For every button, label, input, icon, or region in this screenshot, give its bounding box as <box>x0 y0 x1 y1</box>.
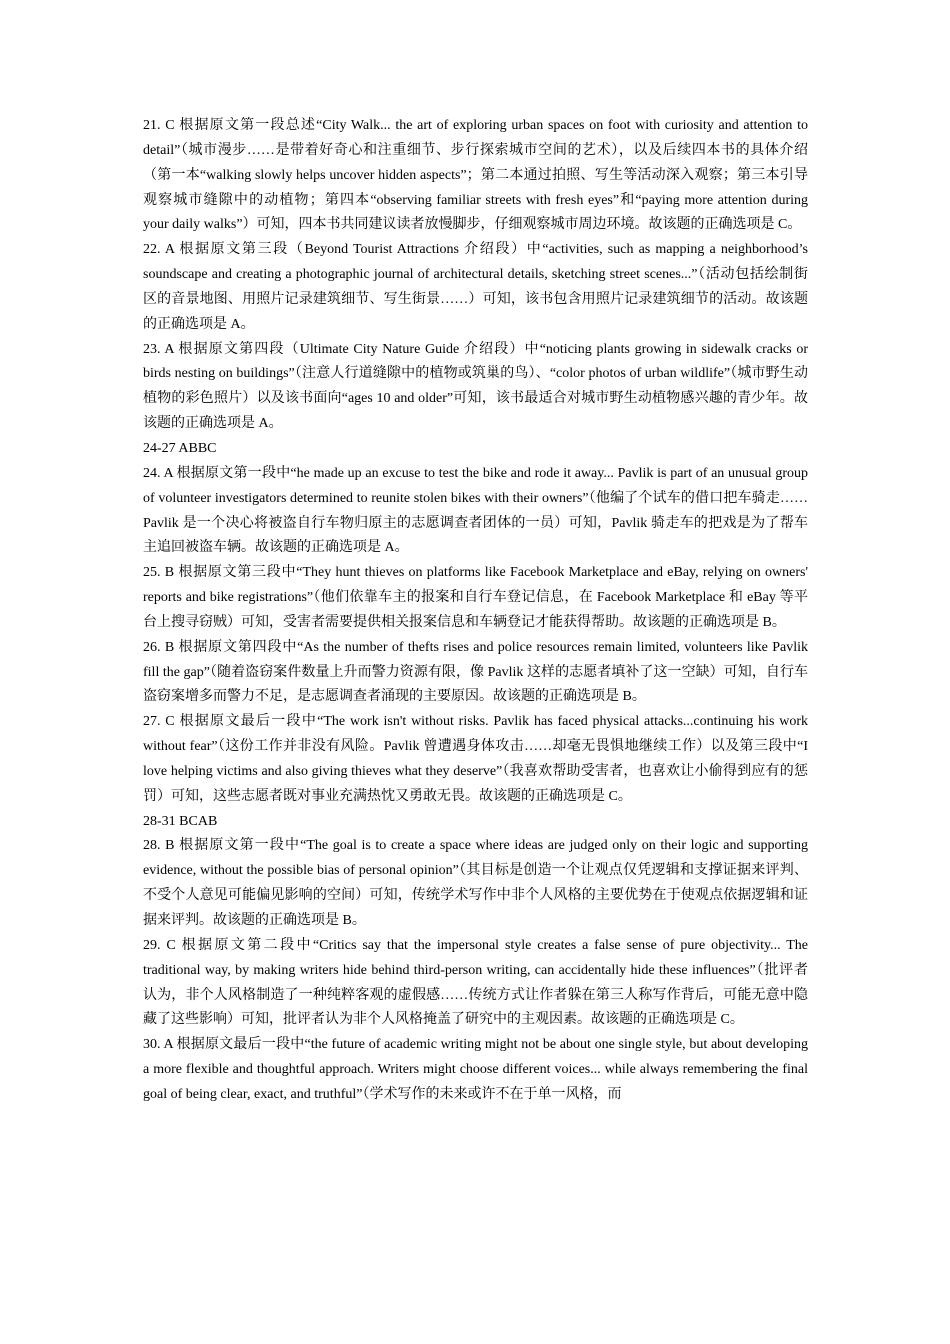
paragraph-q28: 28. B 根据原文第一段中“The goal is to create a space where ideas are judged only on their logic and supporting evidence, without the possible bias of personal opinion”（其目标是创造一个让观点仅凭逻辑和支撑证据来评判、不受个人意见可能偏见影响的空间）可知，传统学术写作中非个人风格的主要优势在于使观点依据逻辑和证据来评判。故该题的正确选项是 B。 <box>143 838 808 928</box>
paragraph-q30: 30. A 根据原文最后一段中“the future of academic writing might not be about one single style, but about developing a more flexible and thoughtful approach. Writers might choose different voices... while always remembering the final goal of being clear, exact, and truthful”（学术写作的未来或许不在于单一风格，而 <box>143 1037 808 1102</box>
paragraph-q21: 21. C 根据原文第一段总述“City Walk... the art of exploring urban spaces on foot with curiosity and attention to detail”（城市漫步……是带着好奇心和注重细节、步行探索城市空间的艺术），以及后续四本书的具体介绍（第一本“walking slowly helps uncover hidden aspects”；第二本通过拍照、写生等活动深入观察；第三本引导观察城市缝隙中的动植物；第四本“observing familiar streets with fresh eyes”和“paying more attention during your daily walks”）可知，四本书共同建议读者放慢脚步，仔细观察城市周边环境。故该题的正确选项是 C。 <box>143 118 808 233</box>
paragraph-q22: 22. A 根据原文第三段（Beyond Tourist Attractions 介绍段）中“activities, such as mapping a neighborhood’s soundscape and creating a photographic journal of architectural details, sketching street scenes...”（活动包括绘制街区的音景地图、用照片记录建筑细节、写生街景……）可知，该书包含用照片记录建筑细节的活动。故该题的正确选项是 A。 <box>143 242 808 332</box>
answer-key-28-31: 28-31 BCAB <box>143 813 218 829</box>
paragraph-q24: 24. A 根据原文第一段中“he made up an excuse to test the bike and rode it away... Pavlik is part of an unusual group of volunteer investigators determined to reunite stolen bikes with their owners”（他编了个试车的借口把车骑走……Pavlik 是一个决心将被盗自行车物归原主的志愿调查者团体的一员）可知，Pavlik 骑走车的把戏是为了帮车主追回被盗车辆。故该题的正确选项是 A。 <box>143 465 808 556</box>
paragraph-q29: 29. C 根据原文第二段中“Critics say that the impersonal style creates a false sense of pure objectivity... The traditional way, by making writers hide behind third-person writing, can accidentally hide these influences”（批评者认为，非个人风格制造了一种纯粹客观的虚假感……传统方式让作者躲在第三人称写作背后，可能无意中隐藏了这些影响）可知，批评者认为非个人风格掩盖了研究中的主观因素。故该题的正确选项是 C。 <box>143 937 808 1028</box>
answer-explanations <box>143 114 808 1108</box>
paragraph-q26: 26. B 根据原文第四段中“As the number of thefts rises and police resources remain limited, volunteers like Pavlik fill the gap”（随着盗窃案件数量上升而警力资源有限，像 Pavlik 这样的志愿者填补了这一空缺）可知，自行车盗窃案增多而警力不足，是志愿调查者涌现的主要原因。故该题的正确选项是 B。 <box>143 639 808 705</box>
paragraph-q25: 25. B 根据原文第三段中“They hunt thieves on platforms like Facebook Marketplace and eBay, relying on owners' reports and bike registrations”（他们依靠车主的报案和自行车登记信息，在 Facebook Marketplace 和 eBay 等平台上搜寻窃贼）可知，受害者需要提供相关报案信息和车辆登记才能获得帮助。故该题的正确选项是 B。 <box>143 565 808 630</box>
answer-key-24-27: 24-27 ABBC <box>143 440 217 456</box>
paragraph-q27: 27. C 根据原文最后一段中“The work isn't without risks. Pavlik has faced physical attacks...continuing his work without fear”（这份工作并非没有风险。Pavlik 曾遭遇身体攻击……却毫无畏惧地继续工作）以及第三段中“I love helping victims and also giving thieves what they deserve”（我喜欢帮助受害者，也喜欢让小偷得到应有的惩罚）可知，这些志愿者既对事业充满热忱又勇敢无畏。故该题的正确选项是 C。 <box>143 714 808 804</box>
paragraph-q23: 23. A 根据原文第四段（Ultimate City Nature Guide 介绍段）中“noticing plants growing in sidewalk cracks or birds nesting on buildings”（注意人行道缝隙中的植物或筑巢的鸟）、“color photos of urban wildlife”（城市野生动植物的彩色照片）以及该书面向“ages 10 and older”可知，该书最适合对城市野生动植物感兴趣的青少年。故该题的正确选项是 A。 <box>143 341 808 432</box>
